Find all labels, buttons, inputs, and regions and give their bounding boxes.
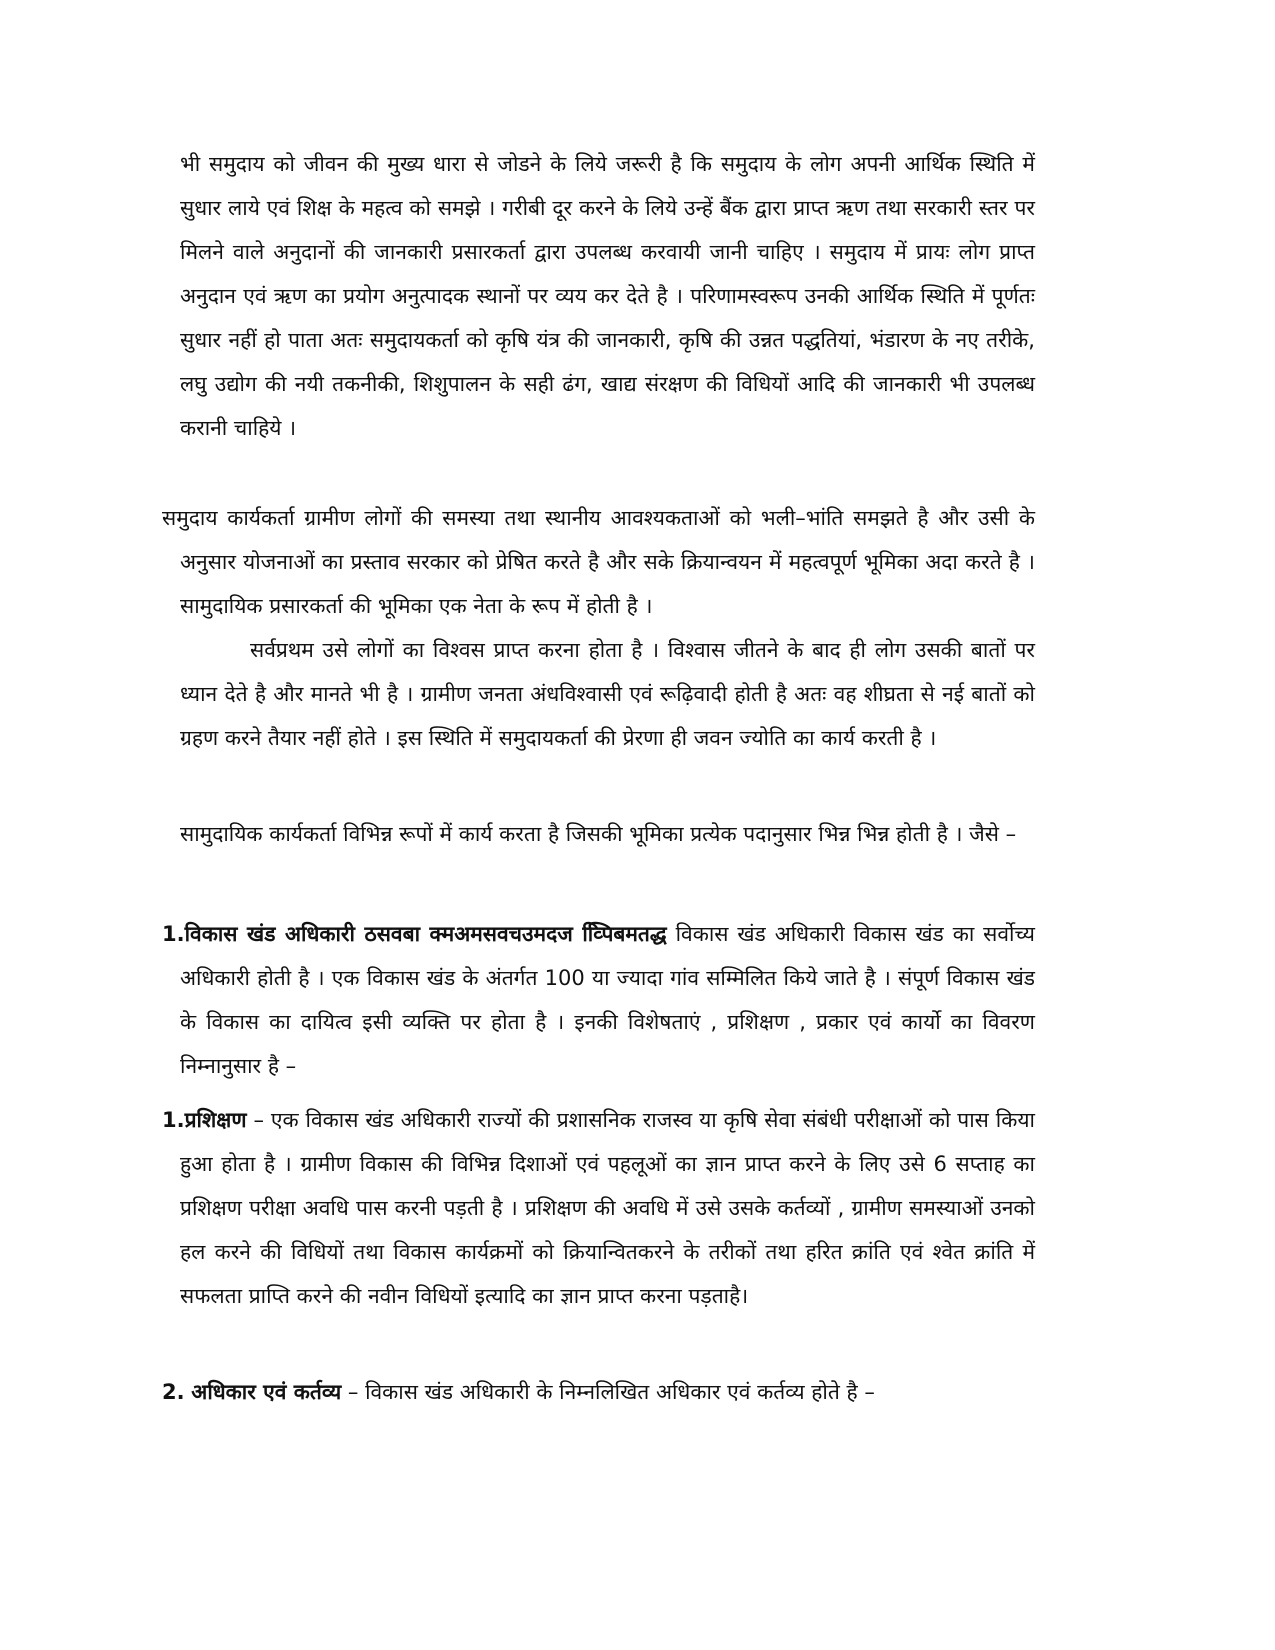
list-number: 2. <box>162 1380 185 1404</box>
list-number: 1. <box>162 1108 185 1132</box>
paragraph-trust-building <box>180 628 1035 760</box>
paragraph-text: सामुदायिक कार्यकर्ता विभिन्न रूपों में कार्य करता है जिसकी भूमिका प्रत्येक पदानुसार भिन्न भिन्न होती है । जैसे – <box>180 822 1017 846</box>
paragraph-roles-intro <box>180 812 1035 856</box>
list-item-rights-duties <box>162 1370 1035 1414</box>
list-heading: विकास खंड अधिकारी ठसवबा क्मअमसवचउमदज व्पििबमतद्ध <box>184 922 667 946</box>
paragraph-economic-improvement <box>180 142 1035 450</box>
paragraph-text: समुदाय कार्यकर्ता ग्रामीण लोगों की समस्या तथा स्थानीय आवश्यकताओं को भली–भांति समझते है और उसी के अनुसार योजनाओं का प्रस्ताव सरकार को प्रेषित करते है और सके क्रियान्वयन में महत्वपूर्ण भूमिका अदा करते है । सामुदायिक प्रसारकर्ता की भूमिका एक नेता के रूप में होती है । <box>162 506 1035 618</box>
list-heading: अधिकार एवं कर्तव्य <box>191 1380 342 1404</box>
paragraph-community-worker-role <box>162 496 1035 628</box>
list-item-block-development-officer <box>162 912 1035 1088</box>
list-item-training <box>162 1098 1035 1318</box>
list-number: 1. <box>162 922 185 946</box>
paragraph-text: सर्वप्रथम उसे लोगों का विश्वस प्राप्त करना होता है । विश्वास जीतने के बाद ही लोग उसकी बातों पर ध्यान देते है और मानते भी है । ग्रामीण जनता अंधविश्वासी एवं रूढ़िवादी होती है अतः वह शीघ्रता से नई बातों को ग्रहण करने तैयार नहीं होते । इस स्थिति में समुदायकर्ता की प्रेरणा ही जवन ज्योति का कार्य करती है । <box>180 638 1035 750</box>
list-text: विकास खंड अधिकारी विकास खंड का सर्वोच्य अधिकारी होती है । एक विकास खंड के अंतर्गत 100 या ज्यादा गांव सम्मिलित किये जाते है । संपूर्ण विकास खंड के विकास का दायित्व इसी व्यक्ति पर होता है । इनकी विशेषताएं , प्रशिक्षण , प्रकार एवं कार्यो का विवरण निम्नानुसार है – <box>180 922 1035 1078</box>
list-text: – एक विकास खंड अधिकारी राज्यों की प्रशासनिक राजस्व या कृषि सेवा संबंधी परीक्षाओं को पास किया हुआ होता है । ग्रामीण विकास की विभिन्न दिशाओं एवं पहलूओं का ज्ञान प्राप्त करने के लिए उसे 6 सप्ताह का प्रशिक्षण परीक्षा अवधि पास करनी पड़ती है । प्रशिक्षण की अवधि में उसे उसके कर्तव्यों , ग्रामीण समस्याओं उनको हल करने की विधियों तथा विकास कार्यक्रमों को क्रियान्वितकरने के तरीकों तथा हरित क्रांति एवं श्वेत क्रांति में सफलता प्राप्ति करने की नवीन विधियों इत्यादि का ज्ञान प्राप्त करना पड़ताहै। <box>180 1108 1036 1308</box>
paragraph-text: भी समुदाय को जीवन की मुख्य धारा से जोडने के लिये जरूरी है कि समुदाय के लोग अपनी आर्थिक स्थिति में सुधार लाये एवं शिक्ष के महत्व को समझे । गरीबी दूर करने के लिये उन्हें बैंक द्वारा प्राप्त ऋण तथा सरकारी स्तर पर मिलने वाले अनुदानों की जानकारी प्रसारकर्ता द्वारा उपलब्ध करवायी जानी चाहिए । समुदाय में प्रायः लोग प्राप्त अनुदान एवं ऋण का प्रयोग अनुत्पादक स्थानों पर व्यय कर देते है । परिणामस्वरूप उनकी आर्थिक स्थिति में पूर्णतः सुधार नहीं हो पाता अतः समुदायकर्ता को कृषि यंत्र की जानकारी, कृषि की उन्नत पद्धतियां, भंडारण के नए तरीके, लघु उद्योग की नयी तकनीकी, शिशुपालन के सही ढंग, खाद्य संरक्षण की विधियों आदि की जानकारी भी उपलब्ध करानी चाहिये । <box>180 152 1035 440</box>
list-heading: प्रशिक्षण <box>184 1108 247 1132</box>
list-text: – विकास खंड अधिकारी के निम्नलिखित अधिकार एवं कर्तव्य होते है – <box>341 1380 875 1404</box>
